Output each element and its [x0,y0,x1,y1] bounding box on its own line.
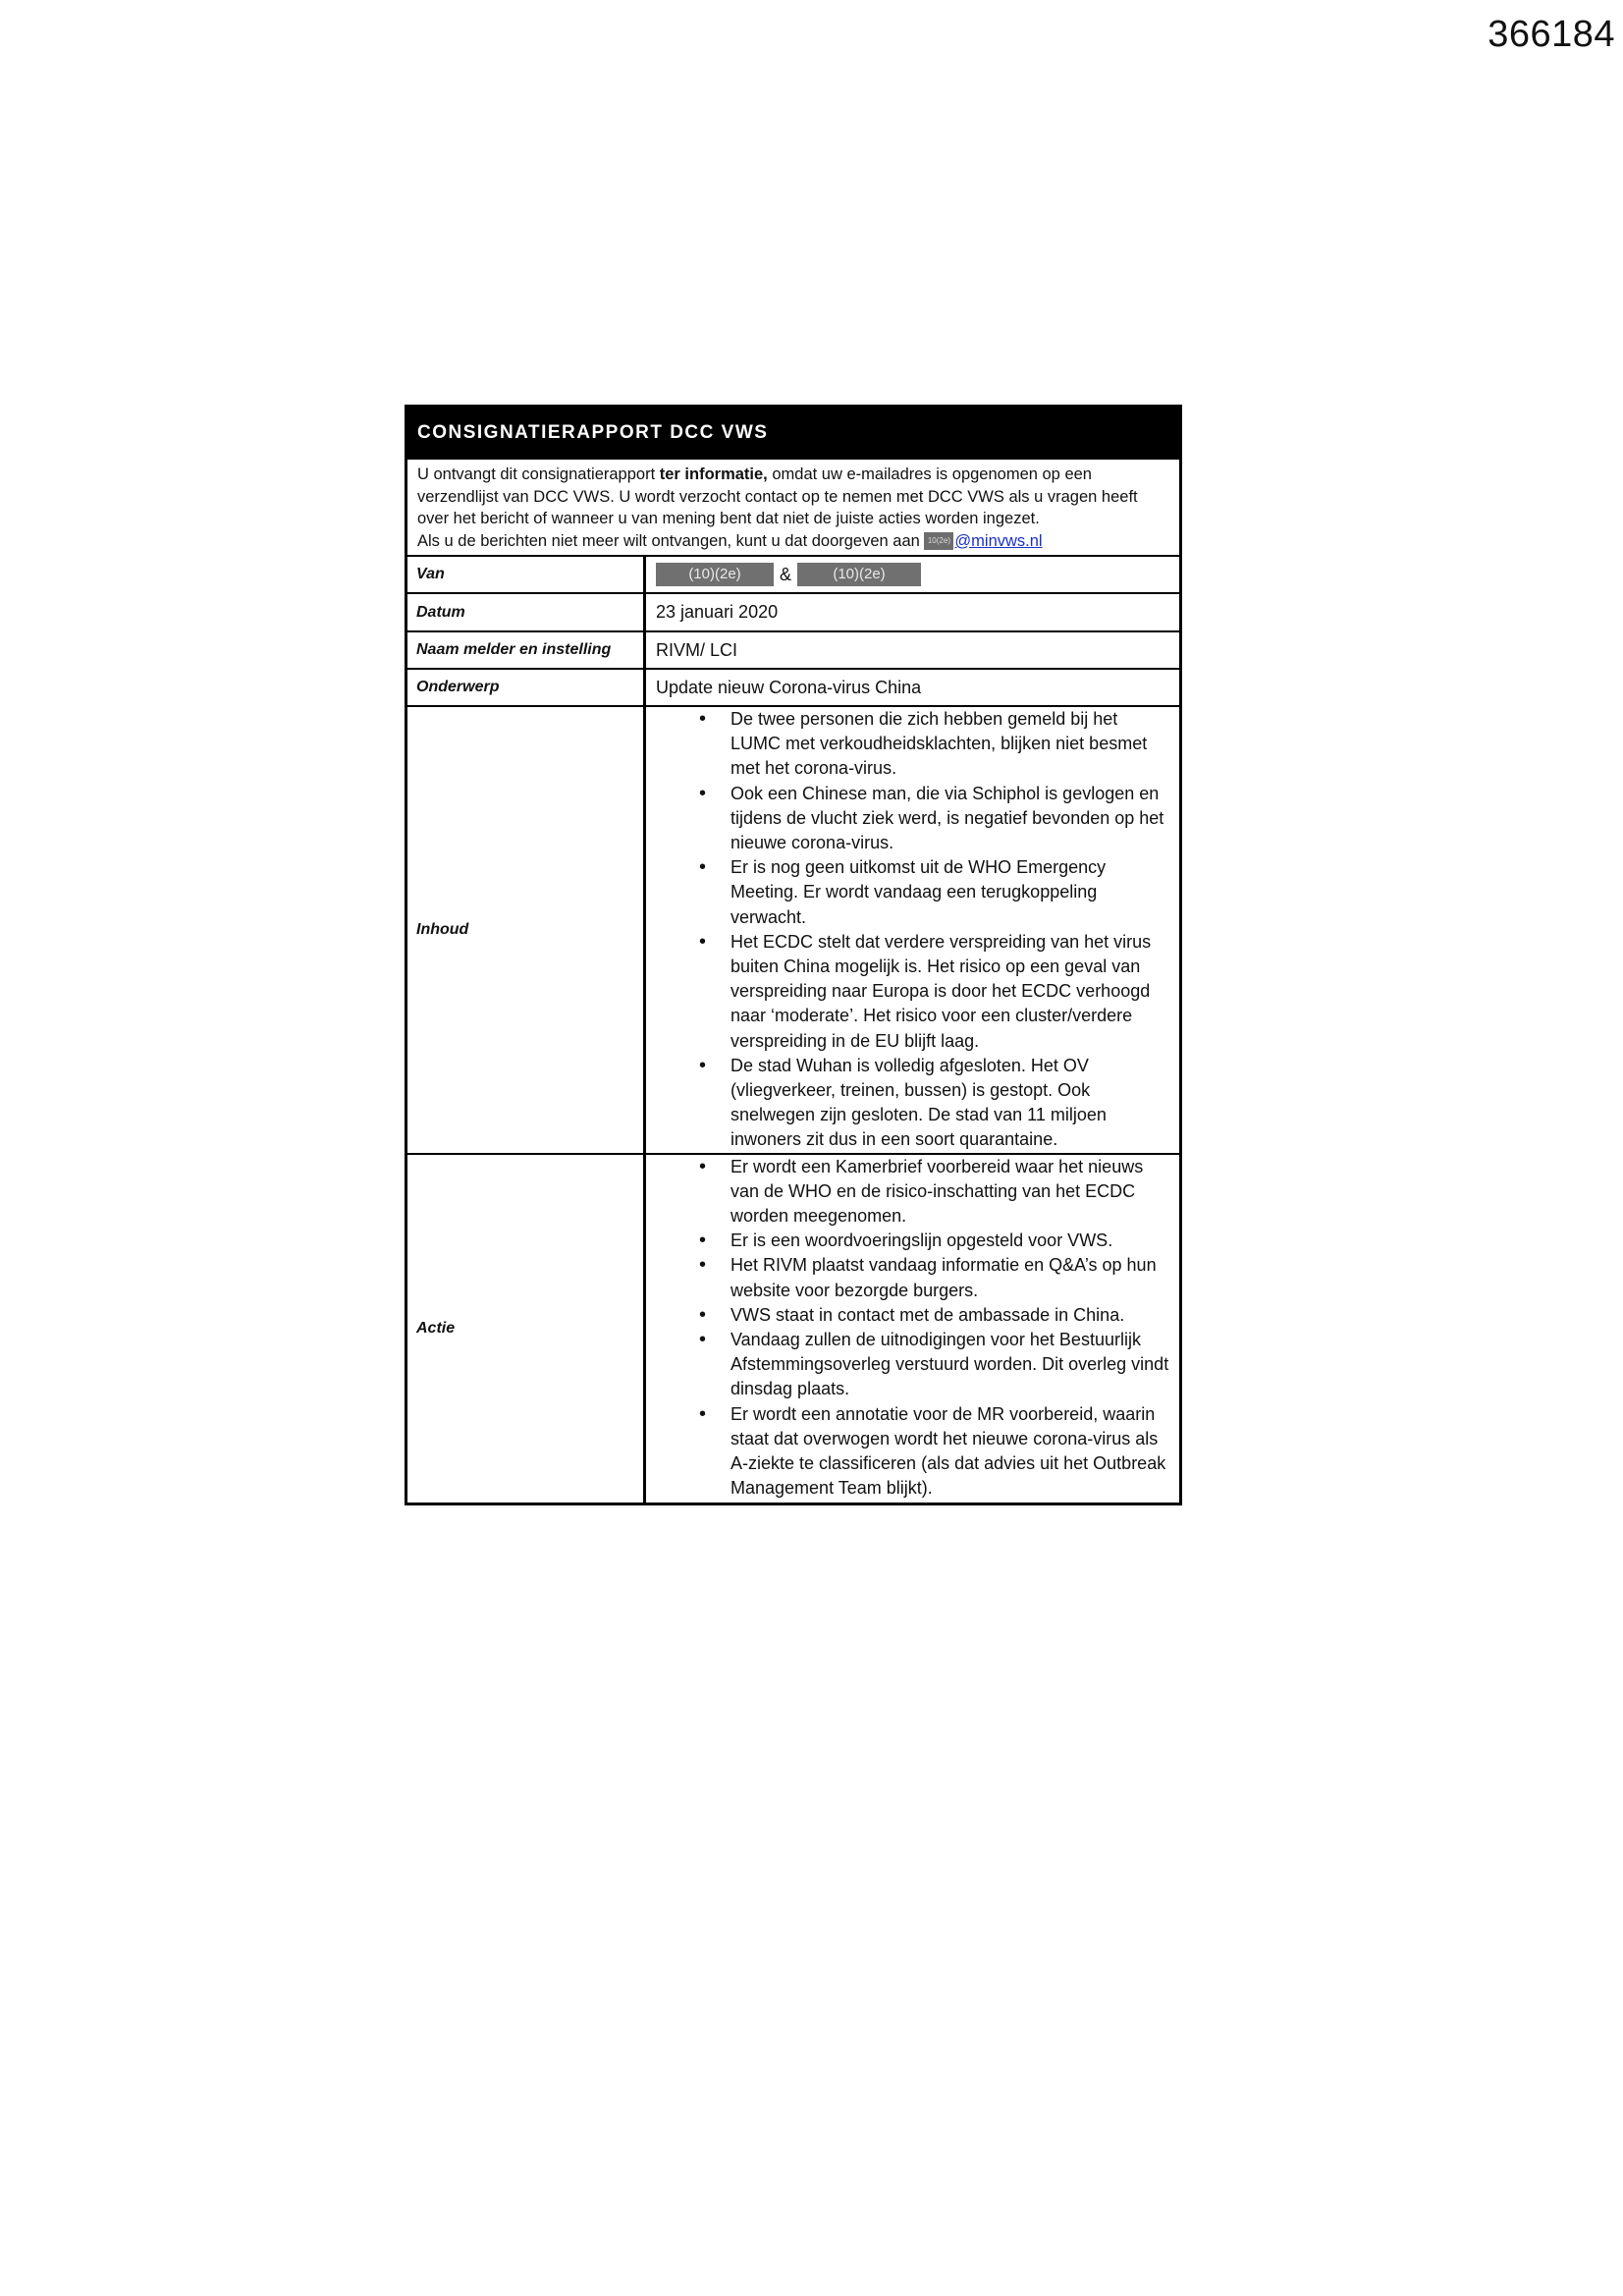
list-item: • Er is een woordvoeringslijn opgesteld voor VWS. [656,1229,1169,1253]
value-onderwerp: Update nieuw Corona-virus China [645,669,1180,706]
row-van [407,557,1179,593]
row-datum [407,593,1179,631]
list-item: • Het RIVM plaatst vandaag informatie en Q&A’s op hun website voor bezorgde burgers. [656,1253,1169,1302]
email-link[interactable]: @minvws.nl [954,531,1043,550]
intro-text [407,460,1179,557]
list-item: • Het ECDC stelt dat verdere verspreiding van het virus buiten China mogelijk is. Het risico op een geval van verspreiding naar Europa is door het ECDC verhoogd naar ‘moderate’. Het risico voor een cluster/verdere verspreiding in de EU blijft laag. [656,930,1169,1054]
list-item: • De twee personen die zich hebben gemeld bij het LUMC met verkoudheidsklachten, blijken niet besmet met het corona-virus. [656,707,1169,782]
actie-list [656,1155,1179,1502]
list-item: • Er wordt een annotatie voor de MR voorbereid, waarin staat dat overwogen wordt het nieuwe corona-virus als A-ziekte te classificeren (als dat advies uit het Outbreak Management Team blijkt). [656,1402,1169,1502]
sender-redaction-2: (10)(2e) [797,563,921,586]
list-item: • Er wordt een Kamerbrief voorbereid waar het nieuws van de WHO en de risico-inschatting van het ECDC worden meegenomen. [656,1155,1169,1230]
label-datum: Datum [407,593,645,631]
document-number: 366184 [1488,14,1615,55]
list-item: • De stad Wuhan is volledig afgesloten. Het OV (vliegverkeer, treinen, bussen) is gestopt. Ook snelwegen zijn gesloten. De stad van 11 miljoen inwoners zit dus in een soort quarantaine. [656,1054,1169,1153]
row-naam-melder [407,631,1179,669]
report-title: CONSIGNATIERAPPORT DCC VWS [407,408,1179,460]
intro-part3: Als u de berichten niet meer wilt ontvangen, kunt u dat doorgeven aan [417,531,925,550]
row-inhoud [407,706,1179,1154]
sender-separator: & [780,564,792,584]
report-table [407,557,1179,1503]
list-item: • VWS staat in contact met de ambassade in China. [656,1303,1169,1328]
intro-part1: U ontvangt dit consignatierapport [417,465,660,483]
sender-redaction-1: (10)(2e) [656,563,774,586]
value-actie [645,1154,1180,1503]
email-redaction: 10(2e) [924,532,953,550]
label-actie: Actie [407,1154,645,1503]
list-item: • Vandaag zullen de uitnodigingen voor het Bestuurlijk Afstemmingsoverleg verstuurd worden. Dit overleg vindt dinsdag plaats. [656,1328,1169,1402]
label-van: Van [407,557,645,593]
intro-part2: omdat uw e-mailadres is opgenomen op een verzendlijst van DCC VWS. U wordt verzocht contact op te nemen met DCC VWS als u vragen heeft over het bericht of wanneer u van mening bent dat niet de juiste acties worden ingezet. [417,465,1138,527]
value-inhoud [645,706,1180,1154]
value-naam-melder: RIVM/ LCI [645,631,1180,669]
value-datum: 23 januari 2020 [645,593,1180,631]
row-onderwerp [407,669,1179,706]
list-item: • Ook een Chinese man, die via Schiphol is gevlogen en tijdens de vlucht ziek werd, is negatief bevonden op het nieuwe corona-virus. [656,782,1169,856]
value-van [645,557,1180,593]
list-item: • Er is nog geen uitkomst uit de WHO Emergency Meeting. Er wordt vandaag een terugkoppeling verwacht. [656,855,1169,930]
intro-bold: ter informatie, [659,465,768,483]
label-naam-melder: Naam melder en instelling [407,631,645,669]
label-onderwerp: Onderwerp [407,669,645,706]
consignment-report [405,405,1182,1505]
row-actie [407,1154,1179,1503]
label-inhoud: Inhoud [407,706,645,1154]
inhoud-list [656,707,1179,1153]
